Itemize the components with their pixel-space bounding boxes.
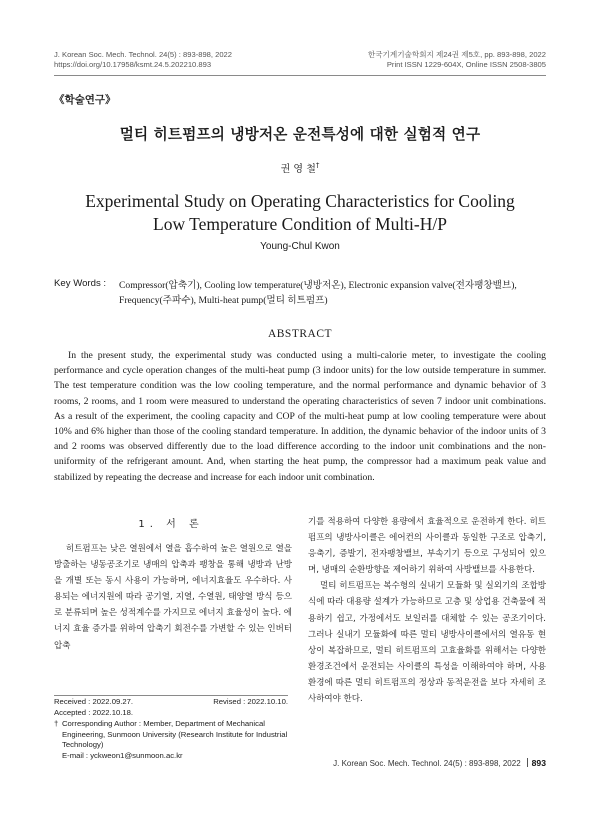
keywords-text: Compressor(압축기), Cooling low temperature(냉방저온), Electronic expansion valve(전자팽창밸브), Frequency(주파수), Multi-heat pump(멀티 히트펌프) — [119, 280, 517, 306]
journal-citation: J. Korean Soc. Mech. Technol. 24(5) : 893-898, 2022 — [54, 50, 232, 59]
author-korean — [0, 160, 600, 175]
title-english-line2: Low Temperature Condition of Multi-H/P — [153, 214, 447, 234]
title-english-line1: Experimental Study on Operating Characteristics for Cooling — [85, 191, 515, 211]
page-number: 893 — [531, 758, 546, 768]
received-date: Received : 2022.09.27. — [54, 697, 134, 706]
author-english: Young-Chul Kwon — [260, 241, 340, 252]
footer-separator — [527, 758, 528, 767]
intro-paragraph-continued: 기를 적용하여 다양한 용량에서 효율적으로 운전하게 한다. 히트펌프의 냉방사이클은 에어컨의 사이클과 동일한 구조로 압축기, 응축기, 증발기, 전자팽창밸브, 부속기기 등으로 구성되어 있으며, 냉매의 순환방향을 제어하기 위하여 사방밸브를 사용한다. — [308, 517, 546, 576]
abstract-body: In the present study, the experimental study was conducted using a multi-calorie meter, to investigate the cooling performance and cycle operation changes of the multi-heat pump (3 indoor units) for the low outside temperature in summer. The test temperature condition was the low cooling temperature, and the normal performance and dynamic behavior of 3 rooms, 2 rooms, and 1 room were measured to understand the operating characteristics of seven 7 indoor unit combinations. As a result of the experiment, the cooling capacity and COP of the multi-heat pump at low cooling temperature were about 10% and 6% higher than those of the cooling standard temperature. In addition, the dynamic behavior of the indoor units of 3 and 2 rooms was observed differently due to the load difference according to the indoor unit combinations and the non-uniformity of the refrigerant amount. And, when starting the heat pump, the compressor had a maximum peak value and stabilized by repeating the decrease and increase for each indoor unit combination. — [54, 350, 546, 483]
intro-paragraph-multi: 멀티 히트펌프는 복수형의 실내기 모듈화 및 실외기의 조합방식에 따라 대용량 설계가 가능하므로 고층 및 상업용 건축물에 적용하기 쉽고, 가정에서도 보일러를 대체할 수 있는 공조기이다. 그러나 실내기 모듈화에 따른 멀티 냉방사이클에서의 열유동 현상이 복잡하므로, 멀티 히트펌프의 고효율화를 위해서는 다양한 환경조건에서 운전되는 사이클의 특성을 이해하여야 하며, 사용 환경에 따른 멀티 히트펌프의 정상과 동적운전을 보다 자세히 조사하여야 한다. — [308, 581, 546, 705]
header-divider — [54, 75, 546, 76]
author-korean-name: 권 영 철 — [280, 164, 316, 175]
intro-paragraph-left: 히트펌프는 낮은 열원에서 열을 흡수하여 높은 열원으로 열을 방출하는 냉동공조기로 냉매의 압축과 팽창을 통해 냉방과 난방을 개별 또는 동시 사용이 가능하며, 에너지효율도 우수하다. 사용되는 에너지원에 따라 공기열, 지열, 수열원, 태양열 방식 등으로 분류되며 높은 성적계수를 가지므로 에너지 효율성이 높다. 에너지 효율 증가를 위하여 압축기 회전수를 가변할 수 있는 인버터압축 — [54, 544, 292, 651]
issn-line: Print ISSN 1229-604X, Online ISSN 2508-3805 — [386, 60, 546, 69]
journal-citation-korean: 한국기계기술학회지 제24권 제5호, pp. 893-898, 2022 — [367, 50, 546, 59]
title-korean: 멀티 히트펌프의 냉방저온 운전특성에 대한 실험적 연구 — [119, 126, 481, 143]
running-header-left — [54, 50, 232, 70]
author-email[interactable]: E-mail : yckweon1@sunmoon.ac.kr — [62, 751, 183, 760]
article-category: 《학술연구》 — [54, 94, 116, 106]
page-footer — [333, 758, 546, 768]
corresponding-mark: † — [315, 161, 320, 170]
right-column — [308, 514, 546, 707]
revised-date: Revised : 2022.10.10. — [213, 697, 288, 706]
abstract-heading: ABSTRACT — [267, 328, 333, 340]
corresponding-note-mark: † — [54, 719, 59, 728]
title-english — [60, 190, 540, 236]
keywords-label: Key Words : — [54, 278, 107, 289]
running-header-right — [368, 50, 546, 70]
section-heading-introduction: 1. 서 론 — [138, 519, 204, 530]
accepted-date: Accepted : 2022.10.18. — [54, 708, 134, 717]
footnote-dates — [54, 697, 288, 708]
footnote-divider — [54, 695, 288, 696]
doi-link[interactable]: https://doi.org/10.17958/ksmt.24.5.202210.893 — [54, 60, 212, 69]
footer-citation: J. Korean Soc. Mech. Technol. 24(5) : 893-898, 2022 — [333, 759, 521, 768]
corresponding-author-note — [54, 719, 296, 751]
corresponding-author-text: Corresponding Author : Member, Department of Mechanical Engineering, Sunmoon University (Research Institute for Industrial Technology) — [62, 719, 288, 749]
